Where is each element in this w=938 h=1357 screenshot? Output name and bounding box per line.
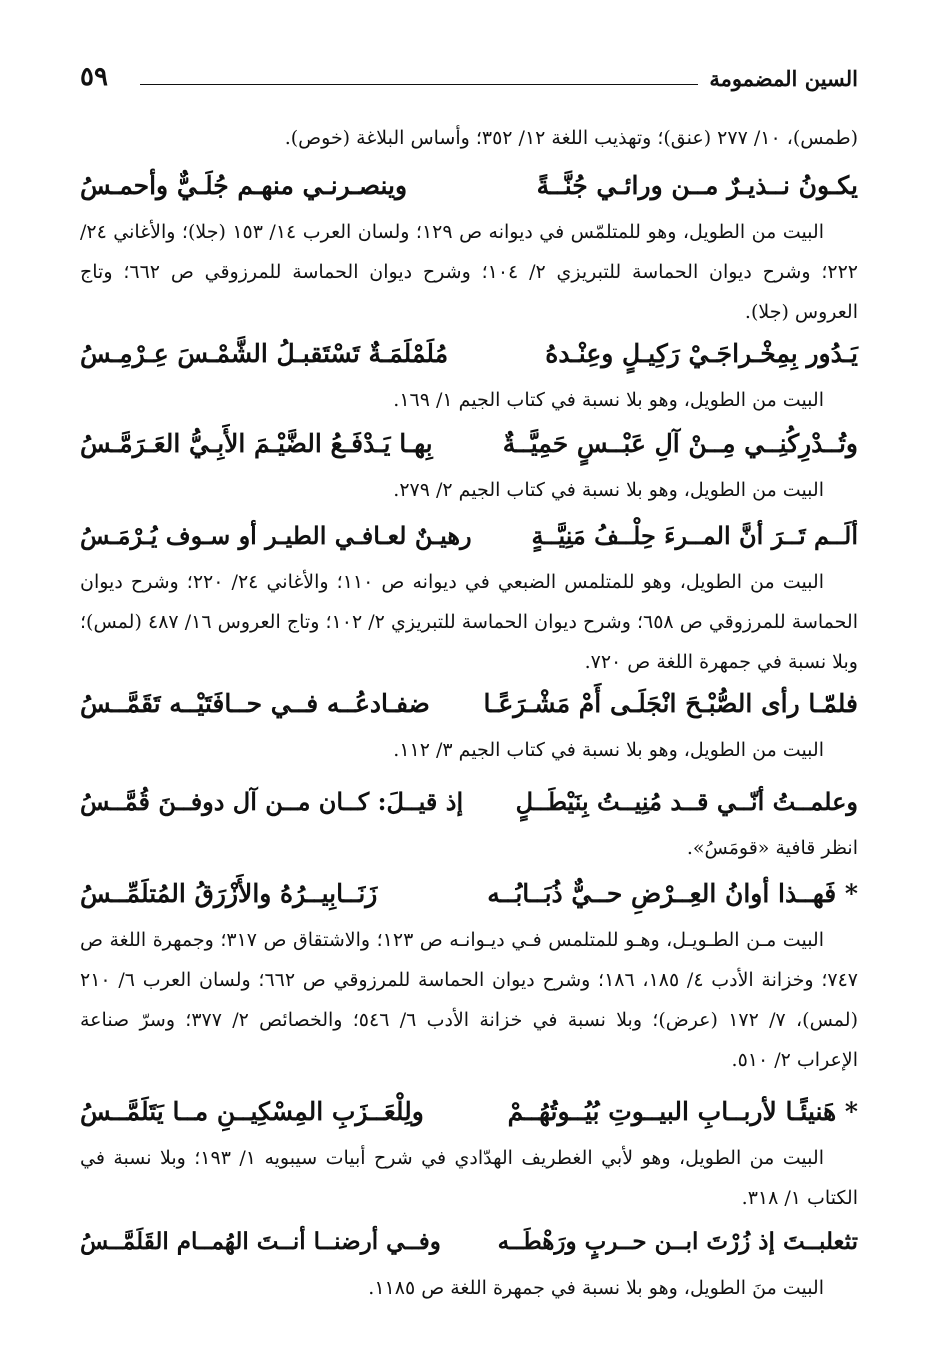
running-title: السين المضمومة [709,66,858,91]
verse-line [80,1092,858,1132]
reference-note: البيت من الطويل، وهو بلا نسبة في كتاب الجيم ١/ ١٦٩. [393,389,824,411]
reference-note: البيت مـن الطـويـل، وهـو للمتلمس فـي ديـوانـه ص ١٢٣؛ والاشتقاق ص ٣١٧؛ وجمهرة اللغة ص ٧٤٧؛ وخزانة الأدب ٤/ ١٨٥، ١٨٦؛ وشرح ديوان الحماسة للمرزوقي ص ٦٦٢؛ ولسان العرب ٦/ ٢١٠ (لمس)، ٧/ ١٧٢ (عرض)؛ وبلا نسبة في خزانة الأدب ٦/ ٥٤٦؛ والخصائص ٢/ ٣٧٧؛ وسرّ صناعة الإعراب ٢/ ٥١٠. [80,929,858,1071]
first-hemistich: فلمّـا رأى الصُّبْـحَ انْجَلَـى أَمْ مَشْـرَعًـا [483,689,858,718]
first-hemistich: وعلمــتُ أنّــي قــد مُنِيــتُ بِنَيْطَــلٍ [515,787,858,816]
second-hemistich: وفــي أرضنــا أنــتَ الهُمــام القَلَمَّــسُ [80,1228,441,1255]
first-hemistich: يَـدُور بِمِخْـراجَـيْ رَكِيـلٍ وعِنْـدهُ [545,339,858,368]
page-header [80,62,858,98]
header-rule [140,84,698,85]
reference-note: البيت من الطويل، وهو للمتلمس الضبعي في ديوانه ص ١١٠؛ والأغاني ٢٤/ ٢٢٠؛ وشرح ديوان الحماسة للمرزوقي ص ٦٥٨؛ وشرح ديوان الحماسة للتبريزي ٢/ ١٠٢؛ وتاج العروس ١٦/ ٤٨٧ (لمس)؛ وبلا نسبة في جمهرة اللغة ص ٧٢٠. [80,571,858,673]
first-hemistich: * هَنيئًـا لأربــابِ البيــوتِ بُيُــوتُهُــمْ [507,1097,858,1126]
reference-note: (طمس)، ١٠/ ٢٧٧ (عنق)؛ وتهذيب اللغة ١٢/ ٣٥٢؛ وأساس البلاغة (خوص). [284,127,858,149]
first-hemistich: * فَهــذا أوانُ العِــرْضِ حــيٌّ ذُبَــابُــه [487,879,858,908]
first-hemistich: وتُــدْرِكُنِــي مِــنْ آلِ عَبْــسٍ حَمِيَّــةٌ [502,429,858,458]
reference-note: البيت من الطويل، وهو للمتلمّس في ديوانه ص ١٢٩؛ ولسان العرب ١٤/ ١٥٣ (جلا)؛ والأغاني ٢٤/ ٢٢٢؛ وشرح ديوان الحماسة للتبريزي ٢/ ١٠٤؛ وشرح ديوان الحماسة للمرزوقي ص ٦٦٢؛ وتاج العروس (جلا). [80,221,858,323]
reference-note: البيت منَ الطويل، وهو بلا نسبة في جمهرة اللغة ص ١١٨٥. [368,1277,824,1299]
first-hemistich: ألَــم تَــرَ أنَّ المــرءَ حِلْــفُ مَنِيَّــةٍ [531,521,858,550]
page-number: ٥٩ [80,62,108,92]
second-hemistich: بِهـا يَـدْفَـعُ الضَّيْـمَ الأَبِـيُّ العَـرَمَّـسُ [80,429,433,458]
second-hemistich: رهيـنٌ لعـافـي الطيـر أو سـوف يُـرْمَـسُ [80,521,472,550]
second-hemistich: مُلَمْلَمَـةٌ تَسْتَقبـلُ الشَّمْـسَ عِـرْمِـسُ [80,339,449,368]
reference-note: البيت من الطويل، وهو بلا نسبة في كتاب الجيم ٣/ ١١٢. [393,739,824,761]
verse-line [80,874,858,914]
verse-line [80,684,858,724]
reference-note: البيت من الطويل، وهو لأبي الغطريف الهدّادي في شرح أبيات سيبويه ١/ ١٩٣؛ وبلا نسبة في الكتاب ١/ ٣١٨. [80,1147,858,1209]
second-hemistich: إذ قيــلَ: كــان مــن آل دوفــنَ قُمَّــسُ [80,787,464,816]
first-hemistich: تثعلبــتَ إذ زُرْتَ ابــن حــربٍ ورَهْطَــه [497,1228,858,1255]
reference-note: البيت من الطويل، وهو بلا نسبة في كتاب الجيم ٢/ ٢٧٩. [393,479,824,501]
second-hemistich: ولِلْعَــزَبِ المِسْكِيــنِ مــا يَتَلَمَّــسُ [80,1097,424,1126]
verse-line [80,166,858,206]
verse-line [80,424,858,464]
first-hemistich: يكـونُ نــذيـرٌ مــن ورائـي جُنَّــةً [536,171,858,200]
second-hemistich: ضفـادعُــه فــي حــافَتَيْــه تَقَمَّــسُ [80,689,430,718]
verse-line [80,516,858,556]
verse-line [80,1222,858,1262]
verse-line [80,334,858,374]
second-hemistich: زَنَــابِيــرُهُ والأَزْرَقُ المُتلَمِّــسُ [80,879,378,908]
second-hemistich: وينصـرنـي منهـم جُلَـيٌّ وأحمـسُ [80,171,408,200]
verse-line [80,782,858,822]
cross-reference-note: انظر قافية «قومَسُ». [686,837,858,859]
